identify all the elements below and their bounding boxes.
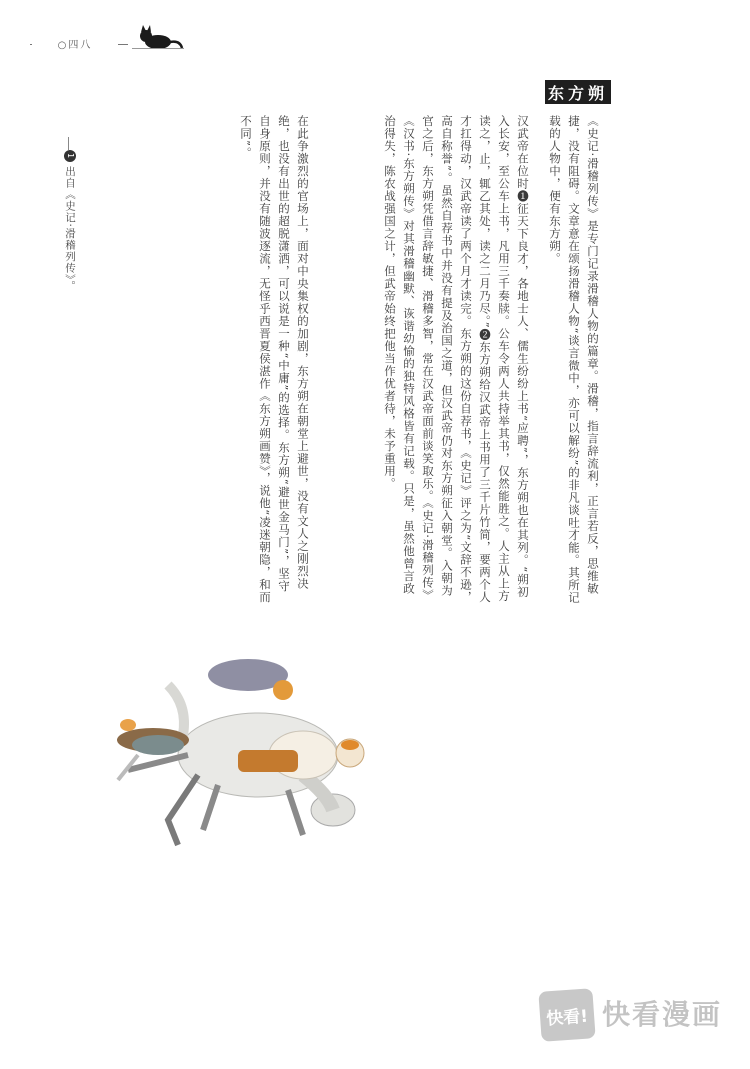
cat-icon bbox=[132, 20, 184, 54]
footnote bbox=[58, 150, 78, 390]
watermark-text: 快看漫画 bbox=[602, 998, 723, 1031]
paragraph-1: 《史记·滑稽列传》是专门记录滑稽人物的篇章。滑稽，指言辞流利，正言若反，思维敏捷，没有阻碍。文章意在颂扬滑稽人物“谈言微中，亦可以解纷”的非凡谈吐才能。其所记载的人物中，便有东方朔。 bbox=[548, 115, 600, 604]
body-text bbox=[222, 115, 602, 610]
section-title: 东方朔 bbox=[545, 80, 611, 104]
page-number: ○四八 bbox=[32, 34, 118, 52]
cat-rider-illustration bbox=[88, 645, 388, 855]
paragraph-3: 在此争激烈的官场上，面对中央集权的加剧，东方朔在朝堂上避世，没有文人之刚烈决绝，也没有出世的超脱潇洒，可以说是一种“中庸”的选择。东方朔“避世金马门”，坚守自身原则，并没有随波逐流，无怪乎西晋夏侯湛作《东方朔画赞》，说他“凌迷朝隐，和而不同”。 bbox=[239, 115, 310, 604]
footnote-marker: 1 bbox=[64, 150, 76, 162]
footnote-text: 出自《史记·滑稽列传》。 bbox=[64, 166, 76, 292]
watermark-badge: 快看! bbox=[538, 988, 595, 1042]
paragraph-2: 汉武帝在位时❶征天下良才，各地士人、儒生纷纷上书“应聘”，东方朔也在其列。“朔初入长安，至公车上书，凡用三千奏牍。公车令两人共持举其书，仅然能胜之。人主从上方读之，止，辄乙其处，读之二月乃尽。”❷东方朔给汉武帝上书用了三千片竹简，要两个人才扛得动，汉武帝读了两个月才读完。东方朔的这份自荐书，《史记》评之为“文辞不逊，高自称誉”。虽然自荐书中并没有提及治国之道，但汉武帝仍对东方朔征入朝堂。入朝为官之后，东方朔凭借言辞敏捷、滑稽多智，常在汉武帝面前谈笑取乐。《史记·滑稽列传》《汉书·东方朔传》对其滑稽幽默、诙谐幼愉的独特风格皆有记载。只是，虽然他曾言政治得失，陈农战强国之计，但武帝始终把他当作优者待，未予重用。 bbox=[383, 115, 530, 604]
